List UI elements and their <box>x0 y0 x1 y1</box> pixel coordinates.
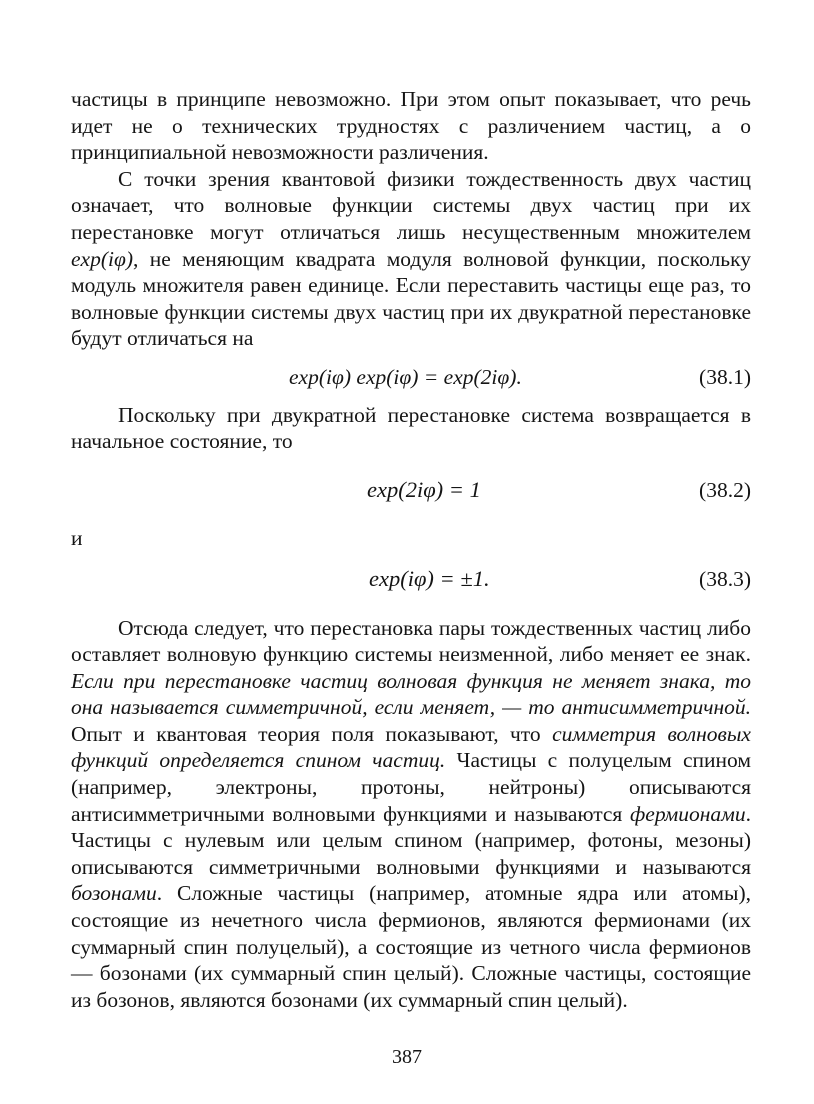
paragraph-4-italic-spin: симметрия волновых функций определяется спином частиц. <box>71 721 751 773</box>
paragraph-4-text-c: Опыт и квантовая теория поля показывают, что <box>71 721 553 746</box>
equation-38-2 <box>71 477 751 504</box>
equation-38-3-formula: exp(iφ) = ±1. <box>369 565 490 591</box>
conjunction-text: и <box>71 526 83 551</box>
paragraph-4-italic-definition: Если при перестановке частиц волновая функция не меняет знака, то она называется симметричной, если меняет, — то антисимметричной. <box>71 668 751 720</box>
equation-38-2-formula: exp(2iφ) = 1 <box>367 476 481 502</box>
paragraph-2 <box>71 166 751 352</box>
paragraph-4-text-g: . Частицы с нулевым или целым спином (например, фотоны, мезоны) описываются симметричными волновыми функциями и называются <box>71 801 751 879</box>
term-bosons: бозонами <box>71 881 157 906</box>
term-fermions: фермионами <box>630 801 746 826</box>
equation-38-1-formula: exp(iφ) exp(iφ) = exp(2iφ). <box>289 364 522 389</box>
paragraph-4-text-i: . Сложные частицы (например, атомные ядра или атомы), состоящие из нечетного числа фермионов, являются фермионами (их суммарный спин полуцелый), а состоящие из четного числа фермионов — бозонами (их суммарный спин целый). Сложные частицы, состоящие из бозонов, являются бозонами (их суммарный спин целый). <box>71 881 751 1012</box>
equation-38-1 <box>71 364 751 391</box>
paragraph-1-text: частицы в принципе невозможно. При этом опыт показывает, что речь идет не о технических трудностях с различением частиц, а о принципиальной невозможности различения. <box>71 87 751 165</box>
equation-38-3 <box>71 566 751 593</box>
page-number: 387 <box>392 1046 422 1068</box>
equation-38-1-number: (38.1) <box>699 364 751 389</box>
paragraph-4-text-e: Частицы с полуцелым спином (например, электроны, протоны, нейтроны) описываются антисимметричными волновыми функциями и называются <box>71 748 751 826</box>
paragraph-1 <box>71 86 751 166</box>
equation-38-3-number: (38.3) <box>699 566 751 591</box>
conjunction <box>71 525 751 552</box>
paragraph-2-text-a: С точки зрения квантовой физики тождественность двух частиц означает, что волновые функции системы двух частиц при их перестановке могут отличаться лишь несущественным множителем <box>71 166 751 244</box>
paragraph-3 <box>71 402 751 455</box>
page-body <box>71 86 751 1013</box>
paragraph-4 <box>71 615 751 1014</box>
paragraph-3-text: Поскольку при двукратной перестановке система возвращается в начальное состояние, то <box>71 402 751 454</box>
paragraph-4-text-a: Отсюда следует, что перестановка пары тождественных частиц либо оставляет волновую функцию системы неизменной, либо меняет ее знак. <box>71 615 751 667</box>
paragraph-2-text-c: , не меняющим квадрата модуля волновой функции, поскольку модуль множителя равен единице. Если переставить частицы еще раз, то волновые функции системы двух частиц при их двукратной перестановке будут отличаться на <box>71 246 751 351</box>
inline-formula-exp: exp(iφ) <box>71 246 134 271</box>
equation-38-2-number: (38.2) <box>699 477 751 502</box>
